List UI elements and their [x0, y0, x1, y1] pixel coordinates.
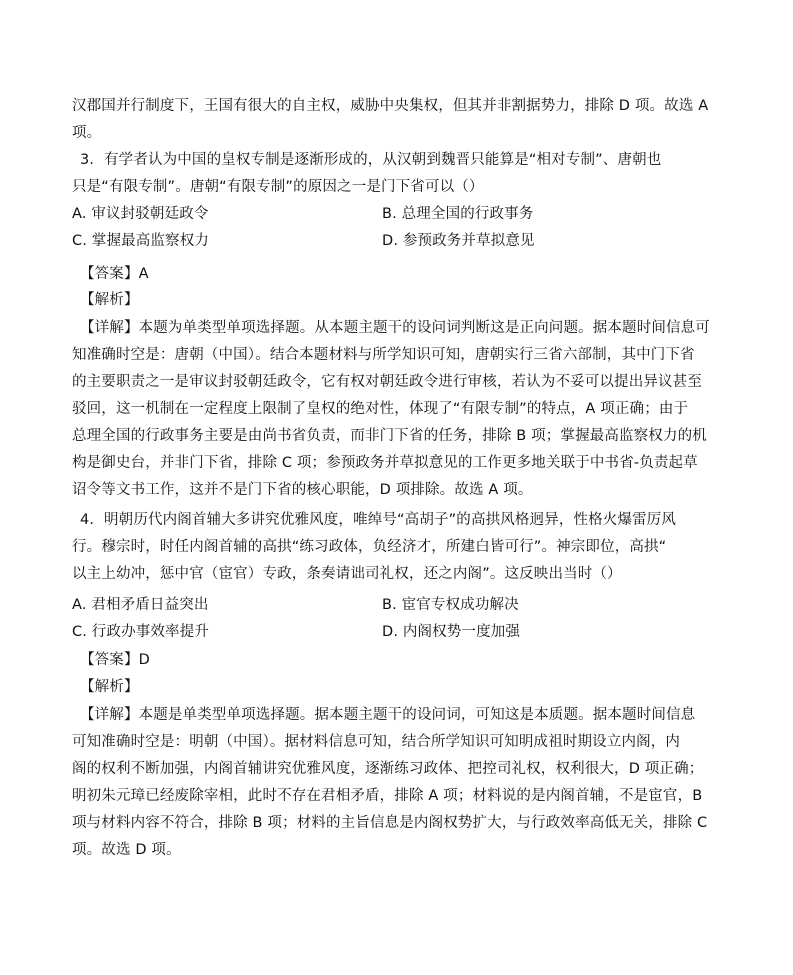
q3-detail-line-3: 的主要职责之一是审议封驳朝廷政令，它有权对朝廷政令进行审核，若认为不妥可以提出异议甚至: [72, 374, 702, 390]
q3-detail-line-1: 【详解】本题为单类型单项选择题。从本题主题干的设问词判断这是正向问题。据本题时间信息可: [80, 320, 710, 336]
q2-analysis-line-2: 项。: [72, 125, 102, 141]
q3-stem-line-2: 只是“有限专制”。唐朝“有限专制”的原因之一是门下省可以（）: [72, 179, 484, 195]
q4-answer: 【答案】D: [80, 652, 150, 668]
q4-detail-line-3: 阁的权利不断加强，内阁首辅讲究优雅风度，逐渐练习政体、把控司礼权，权利很大，D 项正确；: [72, 761, 704, 777]
q4-stem-line-2: 行。穆宗时，时任内阁首辅的高拱“练习政体，负经济才，所建白皆可行”。神宗即位，高拱“: [72, 539, 667, 555]
q3-option-c: C. 掌握最高监察权力: [72, 233, 209, 249]
q3-option-d: D. 参预政务并草拟意见: [382, 233, 535, 249]
q3-option-a: A. 审议封驳朝廷政令: [72, 206, 209, 222]
q3-detail-line-7: 诏令等文书工作，这并不是门下省的核心职能，D 项排除。故选 A 项。: [72, 482, 533, 498]
q4-detail-line-5: 项与材料内容不符合，排除 B 项；材料的主旨信息是内阁权势扩大，与行政效率高低无关，排除 C: [72, 815, 708, 831]
q4-option-b: B. 宦官专权成功解决: [382, 597, 519, 613]
q3-detail-line-6: 构是御史台，并非门下省，排除 C 项；参预政务并草拟意见的工作更多地关联于中书省-负责起草: [72, 455, 698, 471]
q2-analysis-line-1: 汉郡国并行制度下，王国有很大的自主权，威胁中央集权，但其并非割据势力，排除 D 项。故选 A: [72, 98, 709, 114]
q4-stem-line-1: 4．明朝历代内阁首辅大多讲究优雅风度，唯绰号“高胡子”的高拱风格迥异，性格火爆雷厉风: [80, 512, 677, 528]
q4-detail-line-4: 明初朱元璋已经废除宰相，此时不存在君相矛盾，排除 A 项；材料说的是内阁首辅，不是宦官，B: [72, 788, 703, 804]
q3-detail-line-5: 总理全国的行政事务主要是由尚书省负责，而非门下省的任务，排除 B 项；掌握最高监察权力的机: [72, 428, 707, 444]
q3-detail-line-4: 驳回，这一机制在一定程度上限制了皇权的绝对性，体现了“有限专制”的特点，A 项正确；由于: [72, 401, 689, 417]
q4-option-c: C. 行政办事效率提升: [72, 624, 209, 640]
q4-detail-line-6: 项。故选 D 项。: [72, 842, 181, 858]
q4-detail-line-2: 可知准确时空是：明朝（中国）。据材料信息可知，结合所学知识可知明成祖时期设立内阁，内: [72, 734, 681, 750]
q3-answer: 【答案】A: [80, 266, 149, 282]
q4-option-d: D. 内阁权势一度加强: [382, 624, 521, 640]
q3-stem-line-1: 3．有学者认为中国的皇权专制是逐渐形成的，从汉朝到魏晋只能算是“相对专制”、唐朝也: [80, 152, 662, 168]
q4-analysis-heading: 【解析】: [80, 679, 139, 695]
q3-option-b: B. 总理全国的行政事务: [382, 206, 534, 222]
q3-detail-line-2: 知准确时空是：唐朝（中国）。结合本题材料与所学知识可知，唐朝实行三省六部制，其中门下省: [72, 347, 695, 363]
q3-analysis-heading: 【解析】: [80, 292, 139, 308]
q4-detail-line-1: 【详解】本题是单类型单项选择题。据本题主题干的设问词，可知这是本质题。据本题时间信息: [80, 707, 696, 723]
q4-stem-line-3: 以主上幼冲，惩中官（宦官）专政，条奏请诎司礼权，还之内阁”。这反映出当时（）: [72, 566, 622, 582]
q4-option-a: A. 君相矛盾日益突出: [72, 597, 209, 613]
